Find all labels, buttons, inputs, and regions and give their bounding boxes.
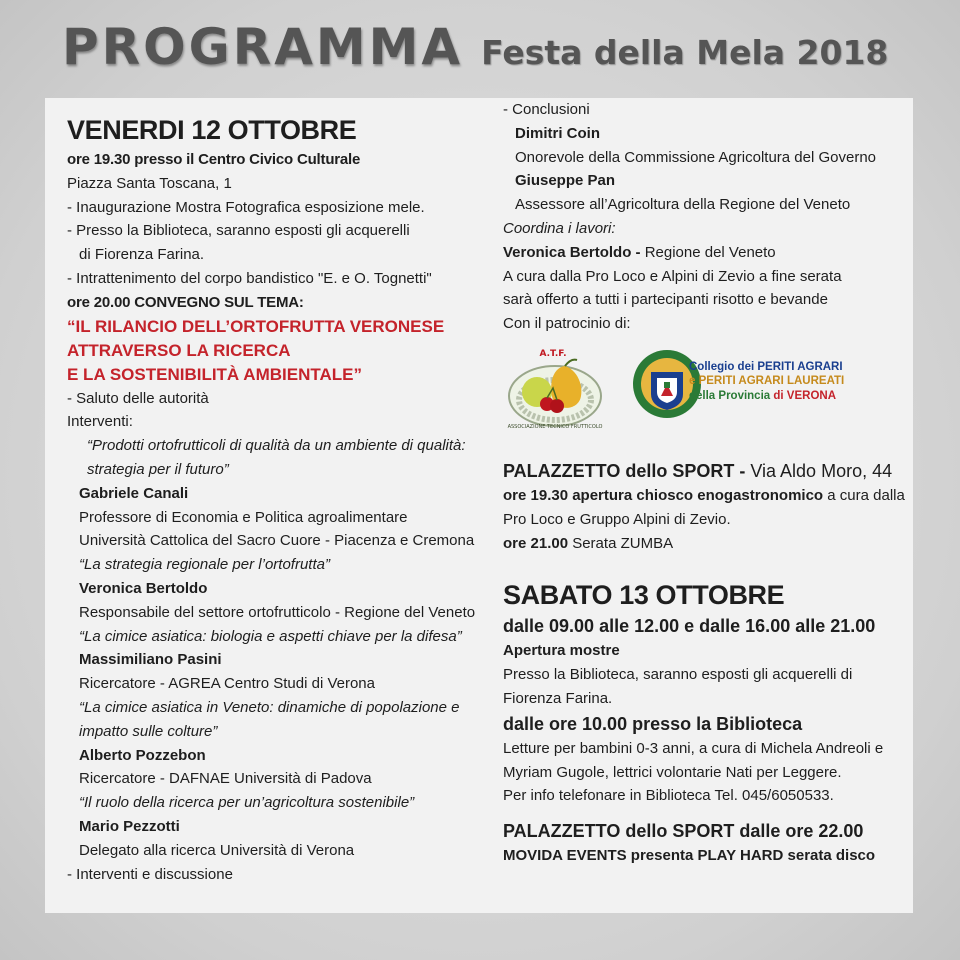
theme-line-1: “IL RILANCIO DELL’ORTOFRUTTA VERONESE <box>67 316 445 336</box>
zumba-time: ore 21.00 <box>503 534 569 552</box>
speaker-1-role: Professore di Economia e Politica agroalimentare <box>79 508 408 526</box>
mostre-heading: Apertura mostre <box>503 642 620 660</box>
mostre-line-1: Presso la Biblioteca, saranno esposti gli acquerelli di <box>503 666 853 684</box>
palazzetto-friday-line-3 <box>503 532 913 556</box>
friday-item-1: - Inaugurazione Mostra Fotografica esposizione mele. <box>67 198 425 216</box>
theme-line-2: ATTRAVERSO LA RICERCA <box>67 340 291 360</box>
friday-column <box>67 112 507 886</box>
talk-2-title: “La strategia regionale per l’ortofrutta” <box>79 556 330 574</box>
speaker-2-role: Responsabile del settore ortofrutticolo - Regione del Veneto <box>79 603 476 621</box>
cura-line-1: A cura dalla Pro Loco e Alpini di Zevio a fine serata <box>503 267 842 285</box>
friday-item-2-cont: di Fiorenza Farina. <box>79 246 205 264</box>
friday-item-3-text: - Intrattenimento del corpo bandistico <box>67 269 318 287</box>
talk-4-title-cont: impatto sulle colture” <box>79 722 218 740</box>
collegio-line-2: e PERITI AGRARI LAUREATI <box>689 375 845 388</box>
saluto-line: - Saluto delle autorità <box>67 389 209 407</box>
collegio-logo-text <box>689 360 844 404</box>
collegio-line-3-c: VERONA <box>786 389 836 402</box>
speaker-1-name: Gabriele Canali <box>79 484 189 502</box>
palazzetto-friday-heading <box>503 458 913 484</box>
palazzetto-friday-line-1 <box>503 484 913 508</box>
collegio-line-3-a: della Provincia <box>689 389 774 402</box>
zumba-label: Serata ZUMBA <box>568 534 674 552</box>
patrocinio-label: Con il patrocinio di: <box>503 315 631 333</box>
palazzetto-friday-venue: PALAZZETTO dello SPORT - <box>503 460 751 481</box>
page-subtitle: Festa della Mela 2018 <box>481 33 889 72</box>
cura-line-2: sarà offerto a tutti i partecipanti risotto e bevande <box>503 291 828 309</box>
friday-heading: VENERDI 12 OTTOBRE <box>67 115 357 145</box>
palazzetto-friday-line-2: Pro Loco e Gruppo Alpini di Zevio. <box>503 510 731 528</box>
atf-logo-ring-text: ASSOCIAZIONE TECNICO FRUTTICOLO <box>507 423 603 430</box>
band-name: "E. e O. Tognetti" <box>317 269 432 287</box>
atf-logo-text: A.T.F. <box>539 348 567 359</box>
friday-item-3 <box>67 267 507 291</box>
conclusion-speaker-1-name: Dimitri Coin <box>515 124 600 142</box>
biblioteca-line-1: Letture per bambini 0-3 anni, a cura di Michela Andreoli e <box>503 739 884 757</box>
page-header <box>62 18 888 78</box>
coordinator-label: Coordina i lavori: <box>503 219 616 237</box>
speaker-5-name: Mario Pezzotti <box>79 817 180 835</box>
coordinator-line <box>503 241 913 265</box>
sponsor-logos <box>503 340 913 444</box>
talk-3-title: “La cimice asiatica: biologia e aspetti chiave per la difesa” <box>79 627 462 645</box>
speaker-4-name: Alberto Pozzebon <box>79 746 206 764</box>
theme-line-3: E LA SOSTENIBILITÀ AMBIENTALE” <box>67 364 362 384</box>
chiosco-cura: a cura dalla <box>823 486 905 504</box>
collegio-line-3 <box>689 389 844 404</box>
palazzetto-saturday-line: MOVIDA EVENTS presenta PLAY HARD serata disco <box>503 847 876 865</box>
speaker-5-role: Delegato alla ricerca Università di Verona <box>79 841 355 859</box>
talk-4-title: “La cimice asiatica in Veneto: dinamiche di popolazione e <box>79 698 460 716</box>
coordinator-name: Veronica Bertoldo - <box>503 243 645 261</box>
speaker-2-name: Veronica Bertoldo <box>79 579 208 597</box>
speaker-3-role: Ricercatore - AGREA Centro Studi di Verona <box>79 675 375 693</box>
palazzetto-friday-address: Via Aldo Moro, 44 <box>750 460 893 481</box>
talk-5-title: “Il ruolo della ricerca per un’agricoltura sostenibile” <box>79 794 415 812</box>
biblioteca-line-3: Per info telefonare in Biblioteca Tel. 045/6050533. <box>503 787 834 805</box>
interventi-label: Interventi: <box>67 413 133 431</box>
program-panel <box>45 98 913 913</box>
palazzetto-saturday-heading: PALAZZETTO dello SPORT dalle ore 22.00 <box>503 821 864 842</box>
friday-item-2: - Presso la Biblioteca, saranno esposti gli acquerelli <box>67 222 410 240</box>
speaker-1-affiliation: Università Cattolica del Sacro Cuore - Piacenza e Cremona <box>79 532 475 550</box>
talk-1-title-cont: strategia per il futuro” <box>87 460 229 478</box>
conclusion-speaker-2-name: Giuseppe Pan <box>515 172 616 190</box>
atf-logo <box>503 344 607 434</box>
conclusion-speaker-1-role: Onorevole della Commissione Agricoltura del Governo <box>515 148 877 166</box>
saturday-heading: SABATO 13 OTTOBRE <box>503 580 785 611</box>
convegno-heading: ore 20.00 CONVEGNO SUL TEMA: <box>67 293 304 311</box>
biblioteca-line-2: Myriam Gugole, lettrici volontarie Nati per Leggere. <box>503 763 842 781</box>
speaker-4-role: Ricercatore - DAFNAE Università di Padova <box>79 770 372 788</box>
conclusioni-label: - Conclusioni <box>503 101 590 118</box>
page-title: PROGRAMMA <box>62 18 464 76</box>
closing-line: - Interventi e discussione <box>67 865 233 883</box>
coordinator-org: Regione del Veneto <box>644 243 776 261</box>
friday-address: Piazza Santa Toscana, 1 <box>67 174 232 192</box>
speaker-3-name: Massimiliano Pasini <box>79 651 222 669</box>
friday-time-place: ore 19.30 presso il Centro Civico Culturale <box>67 151 361 168</box>
mostre-line-2: Fiorenza Farina. <box>503 689 613 707</box>
collegio-line-3-b: di <box>773 389 787 402</box>
collegio-line-1: Collegio dei PERITI AGRARI <box>689 360 843 373</box>
right-column <box>503 101 913 868</box>
saturday-hours: dalle 09.00 alle 12.00 e dalle 16.00 alle 21.00 <box>503 616 876 637</box>
talk-1-title: “Prodotti ortofrutticoli di qualità da un ambiente di qualità: <box>87 437 466 455</box>
conclusion-speaker-2-role: Assessore all’Agricoltura della Regione del Veneto <box>515 196 851 214</box>
chiosco-time: ore 19.30 apertura chiosco enogastronomico <box>503 486 824 504</box>
biblioteca-heading: dalle ore 10.00 presso la Biblioteca <box>503 713 803 734</box>
